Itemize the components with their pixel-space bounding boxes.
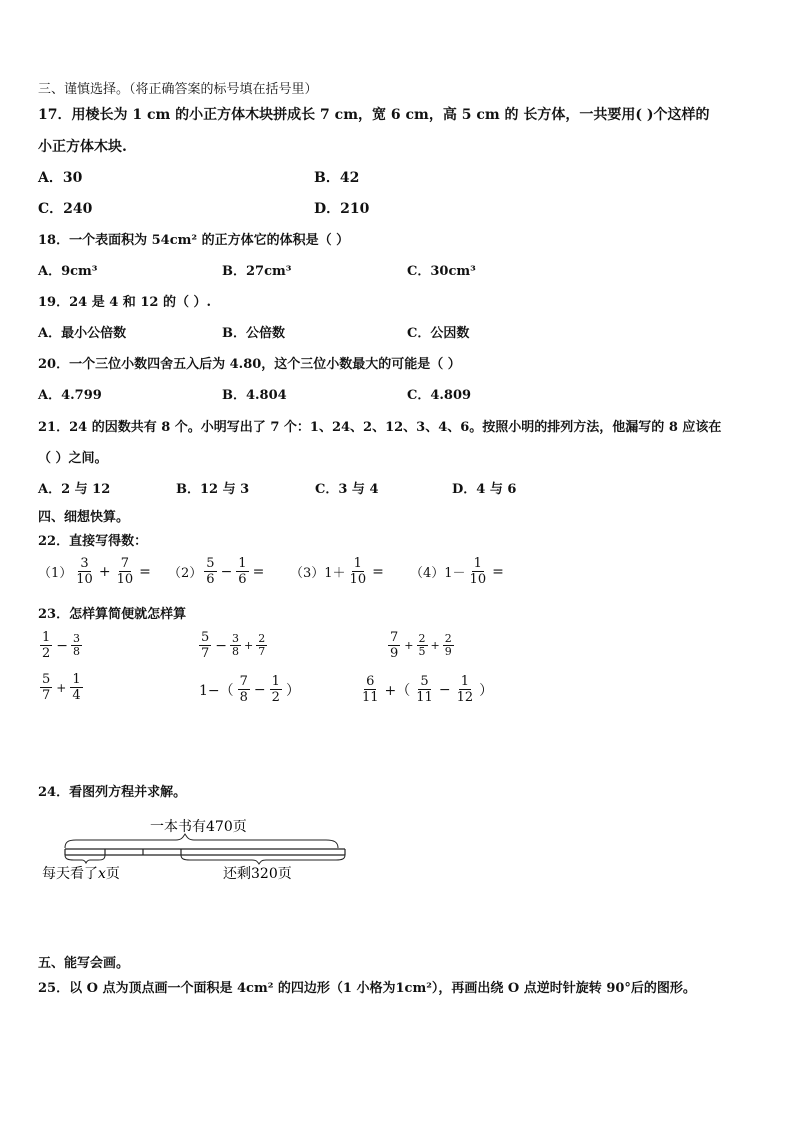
q19-option-a[interactable]: A．最小公倍数 (38, 326, 127, 341)
q20-option-b[interactable]: B．4.804 (222, 388, 287, 403)
fraction: $\frac{5}{7}$ (42, 672, 51, 703)
q23-title: 23．怎样算简便就怎样算 (38, 607, 187, 622)
q22-item-label: （2） (168, 566, 203, 581)
q24-right-label: 还剩320页 (223, 866, 292, 882)
fraction: $\frac{7}{9}$ (390, 630, 399, 661)
fraction: $\frac{6}{11}$ (362, 674, 379, 705)
q17-option-b[interactable]: B．42 (314, 170, 360, 186)
fraction: $\frac{1}{6}$ (238, 556, 247, 587)
q19-option-b[interactable]: B．公倍数 (222, 326, 285, 341)
q23-expr-1: $\frac{1}{2}$ − $\frac{3}{8}$ (42, 630, 81, 661)
q21-option-a[interactable]: A．2 与 12 (38, 482, 111, 497)
fraction: $\frac{1}{12}$ (456, 674, 474, 705)
q22-item-4: （4）1－ $\frac{1}{10}$ = (410, 556, 504, 587)
q21-line2: （ ）之间。 (38, 451, 108, 466)
fraction: $\frac{3}{8}$ (232, 632, 240, 658)
fraction: $\frac{2}{5}$ (418, 632, 426, 658)
q19-text: 19．24 是 4 和 12 的（ ）. (38, 295, 211, 310)
section5-title: 五、能写会画。 (38, 956, 130, 971)
q24-left-label: 每天看了x页 (42, 866, 120, 882)
fraction: $\frac{5}{7}$ (201, 630, 210, 661)
q22-item-1: （1） $\frac{3}{10}$ + $\frac{7}{10}$ = (38, 556, 151, 587)
fraction: $\frac{5}{11}$ (416, 674, 433, 705)
fraction: $\frac{1}{10}$ (349, 556, 367, 587)
q17-line1: 17．用棱长为 1 cm 的小正方体木块拼成长 7 cm，宽 6 cm，高 5 cm 的 长方体，一共要用( )个这样的 (38, 107, 710, 123)
fraction: $\frac{2}{7}$ (258, 632, 266, 658)
fraction: $\frac{7}{10}$ (116, 556, 134, 587)
fraction: $\frac{3}{8}$ (73, 632, 81, 658)
q21-option-b[interactable]: B．12 与 3 (176, 482, 250, 497)
q22-item-2: （2） $\frac{5}{6}$ − $\frac{1}{6}$ = (168, 556, 265, 587)
q17-option-c[interactable]: C．240 (38, 201, 93, 217)
q23-expr-3: $\frac{7}{9}$ + $\frac{2}{5}$ + $\frac{2}{9}$ (390, 630, 452, 661)
section3-title: 三、谨慎选择。（将正确答案的标号填在括号里） (38, 82, 318, 97)
q21-option-c[interactable]: C．3 与 4 (315, 482, 379, 497)
q22-title: 22．直接写得数： (38, 534, 148, 549)
q22-item-3: （3）1＋ $\frac{1}{10}$ = (290, 556, 384, 587)
fraction: $\frac{1}{2}$ (271, 674, 280, 705)
q21-line1: 21．24 的因数共有 8 个。小明写出了 7 个：1、24、2、12、3、4、6。按照小明的排列方法，他漏写的 8 应该在 (38, 420, 722, 435)
q21-option-d[interactable]: D．4 与 6 (452, 482, 517, 497)
q19-option-c[interactable]: C．公因数 (407, 326, 470, 341)
section4-title: 四、细想快算。 (38, 510, 130, 525)
fraction: $\frac{1}{10}$ (469, 556, 487, 587)
q20-text: 20．一个三位小数四舍五入后为 4.80，这个三位小数最大的可能是（ ） (38, 357, 461, 372)
fraction: $\frac{2}{9}$ (444, 632, 452, 658)
q17-option-a[interactable]: A．30 (38, 170, 83, 186)
q24-title: 24．看图列方程并求解。 (38, 785, 187, 800)
q24-top-label: 一本书有470页 (150, 819, 247, 835)
q18-option-c[interactable]: C．30cm³ (407, 264, 476, 279)
fraction: $\frac{5}{6}$ (206, 556, 215, 587)
q24-line-diagram (38, 812, 358, 884)
q17-line2: 小正方体木块. (38, 139, 127, 155)
fraction: $\frac{3}{10}$ (76, 556, 93, 587)
q20-option-c[interactable]: C．4.809 (407, 388, 472, 403)
q22-item-label: （4）1－ (410, 566, 466, 581)
q18-text: 18．一个表面积为 54cm² 的正方体它的体积是（ ） (38, 233, 350, 248)
q23-expr-6: $\frac{6}{11}$ +（ $\frac{5}{11}$ − $\frac{1}{12}$ ） (362, 674, 494, 705)
q22-item-label: （3）1＋ (290, 566, 346, 581)
q17-option-d[interactable]: D．210 (314, 201, 370, 217)
q18-option-a[interactable]: A．9cm³ (38, 264, 98, 279)
q18-option-b[interactable]: B．27cm³ (222, 264, 292, 279)
q25-text: 25．以 O 点为顶点画一个面积是 4cm² 的四边形（1 小格为1cm²），再画出绕 O 点逆时针旋转 90°后的图形。 (38, 981, 696, 996)
q20-option-a[interactable]: A．4.799 (38, 388, 102, 403)
fraction: $\frac{7}{8}$ (239, 674, 248, 705)
q23-expr-4: $\frac{5}{7}$ + $\frac{1}{4}$ (42, 672, 81, 703)
fraction: $\frac{1}{4}$ (72, 672, 81, 703)
fraction: $\frac{1}{2}$ (42, 630, 51, 661)
q23-expr-5: 1−（ $\frac{7}{8}$ − $\frac{1}{2}$ ） (199, 674, 300, 705)
q23-expr-2: $\frac{5}{7}$ − $\frac{3}{8}$ + $\frac{2}{7}$ (201, 630, 266, 661)
q22-item-label: （1） (38, 566, 73, 581)
